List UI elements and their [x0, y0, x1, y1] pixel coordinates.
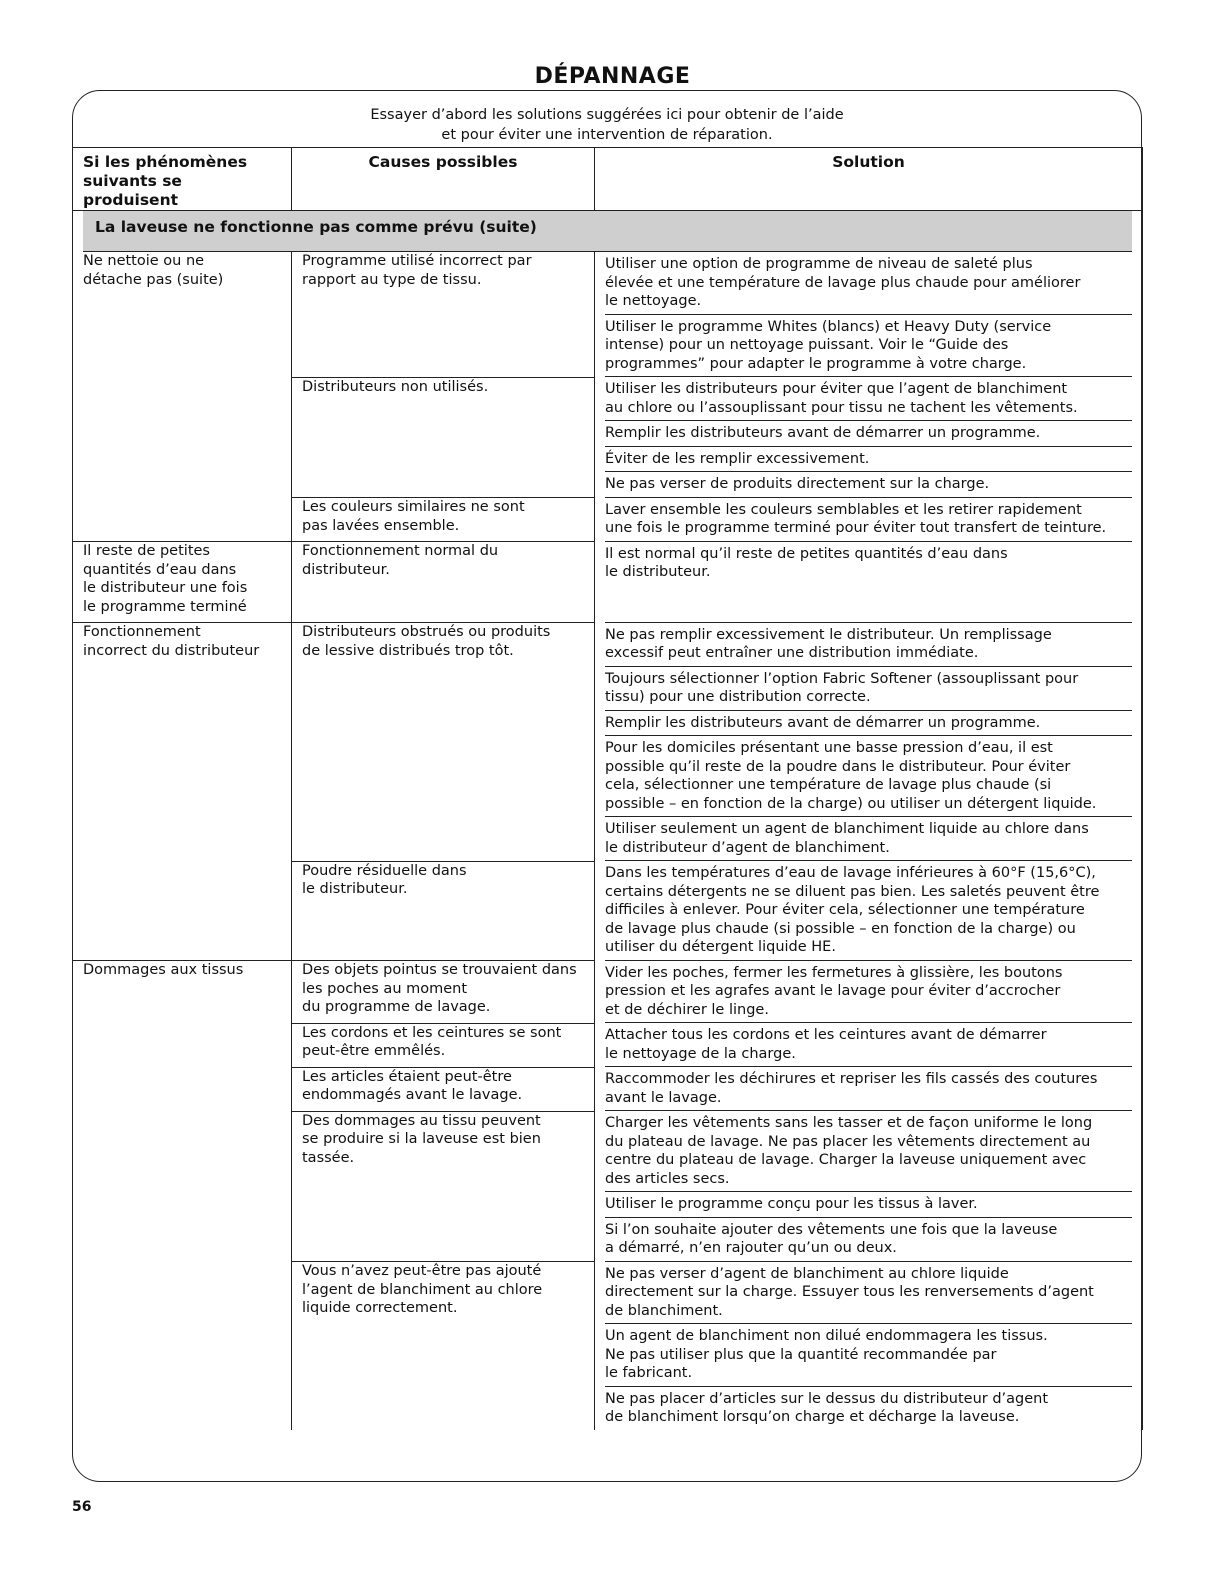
- text-line: excessif peut entraîner une distribution immédiate.: [605, 645, 979, 661]
- text-line: liquide correctement.: [302, 1300, 458, 1316]
- text-line: Raccommoder les déchirures et repriser les fils cassés des coutures: [605, 1071, 1098, 1087]
- text-line: Remplir les distributeurs avant de démarrer un programme.: [605, 425, 1041, 441]
- cause-cell: [292, 1067, 595, 1111]
- cause-cell: [292, 252, 595, 377]
- text-line: difficiles à enlever. Pour éviter cela, sélectionner une température: [605, 902, 1085, 918]
- text-line: Utiliser les distributeurs pour éviter que l’agent de blanchiment: [605, 381, 1068, 397]
- solution-item: [605, 736, 1132, 817]
- troubleshooting-table: [72, 147, 1143, 1430]
- text-line: quantités d’eau dans: [83, 561, 237, 578]
- text-line: et de déchirer le linge.: [605, 1001, 769, 1018]
- solution-item: [605, 498, 1132, 542]
- text-line: possible qu’il reste de la poudre dans le distributeur. Pour éviter: [605, 758, 1071, 775]
- text-line: du plateau de lavage. Ne pas placer les vêtements directement au: [605, 1133, 1091, 1150]
- text-line: Des dommages au tissu peuvent: [302, 1112, 541, 1129]
- text-line: Utiliser une option de programme de niveau de saleté plus: [605, 256, 1033, 272]
- solution-item: [605, 711, 1132, 737]
- text-line: rapport au type de tissu.: [302, 271, 482, 288]
- text-line: Les cordons et les ceintures se sont: [302, 1024, 562, 1041]
- text-line: le distributeur.: [605, 564, 711, 580]
- text-line: de lavage plus chaude (si possible – en fonction de la charge) ou: [605, 920, 1076, 937]
- solution-cell: [595, 1111, 1143, 1262]
- cause-cell: [292, 861, 595, 961]
- text-line: peut-être emmêlés.: [302, 1043, 446, 1059]
- text-line: Fonctionnement normal du: [302, 543, 499, 559]
- page-title: DÉPANNAGE: [534, 64, 691, 89]
- text-line: Éviter de les remplir excessivement.: [605, 450, 870, 467]
- solution-cell: [595, 623, 1143, 862]
- problem-cell: [73, 252, 292, 542]
- text-line: une fois le programme terminé pour éviter tout transfert de teinture.: [605, 520, 1107, 536]
- solution-item: [605, 472, 1132, 498]
- text-line: [605, 600, 1132, 619]
- text-line: Pour les domiciles présentant une basse pression d’eau, il est: [605, 740, 1053, 756]
- text-line: utiliser du détergent liquide HE.: [605, 939, 836, 955]
- problem-cell: [73, 623, 292, 961]
- text-line: l’agent de blanchiment au chlore: [302, 1281, 543, 1298]
- text-line: Poudre résiduelle dans: [302, 862, 467, 879]
- text-line: Vous n’avez peut-être pas ajouté: [302, 1263, 542, 1279]
- text-line: se produire si la laveuse est bien: [302, 1131, 541, 1147]
- text-line: au chlore ou l’assouplissant pour tissu ne tachent les vêtements.: [605, 399, 1078, 416]
- text-line: Utiliser le programme conçu pour les tissus à laver.: [605, 1196, 978, 1212]
- solution-cell: [595, 1023, 1143, 1067]
- cause-cell: [292, 377, 595, 498]
- text-line: Dommages aux tissus: [83, 962, 244, 978]
- text-line: Remplir les distributeurs avant de démarrer un programme.: [605, 714, 1041, 731]
- cause-cell: [292, 542, 595, 623]
- text-line: Utiliser seulement un agent de blanchiment liquide au chlore dans: [605, 821, 1089, 837]
- cause-cell: [292, 498, 595, 542]
- cause-cell: [292, 1111, 595, 1262]
- section-header: La laveuse ne fonctionne pas comme prévu (suite): [83, 211, 1132, 252]
- text-line: Charger les vêtements sans les tasser et de façon uniforme le long: [605, 1115, 1093, 1131]
- text-line: Les couleurs similaires ne sont: [302, 499, 525, 515]
- solution-cell: [595, 252, 1143, 377]
- text-line: Ne nettoie ou ne: [83, 253, 205, 269]
- text-line: intense) pour un nettoyage puissant. Voir le “Guide des: [605, 337, 1009, 353]
- solution-item: [605, 1111, 1132, 1192]
- solution-item: [605, 817, 1132, 861]
- intro-line-2: et pour éviter une intervention de réparation.: [441, 127, 773, 143]
- text-line: Programme utilisé incorrect par: [302, 253, 532, 269]
- solution-cell: [595, 542, 1143, 623]
- table-row: [73, 542, 1143, 623]
- text-line: de blanchiment.: [605, 1302, 723, 1319]
- text-line: Si l’on souhaite ajouter des vêtements une fois que la laveuse: [605, 1221, 1058, 1238]
- solution-cell: [595, 498, 1143, 542]
- text-line: programmes” pour adapter le programme à votre charge.: [605, 355, 1027, 372]
- text-line: Vider les poches, fermer les fermetures à glissière, les boutons: [605, 964, 1063, 981]
- cause-cell: [292, 961, 595, 1024]
- solution-item: [605, 542, 1132, 623]
- cause-cell: [292, 1262, 595, 1430]
- text-line: Attacher tous les cordons et les ceintures avant de démarrer: [605, 1027, 1047, 1043]
- solution-item: [605, 1324, 1132, 1387]
- table-header: [73, 148, 1143, 211]
- solution-item: [605, 667, 1132, 711]
- text-line: centre du plateau de lavage. Charger la laveuse uniquement avec: [605, 1152, 1087, 1168]
- cause-cell: [292, 1023, 595, 1067]
- intro-text: [72, 105, 1142, 145]
- text-line: [605, 582, 1132, 601]
- solution-item: [605, 315, 1132, 378]
- solution-item: [605, 447, 1132, 473]
- text-line: incorrect du distributeur: [83, 642, 260, 659]
- header-solution: Solution: [595, 148, 1143, 211]
- solution-item: [605, 961, 1132, 1024]
- text-line: élevée et une température de lavage plus chaude pour améliorer: [605, 274, 1081, 291]
- text-line: Ne pas verser d’agent de blanchiment au chlore liquide: [605, 1265, 1009, 1282]
- text-line: distributeur.: [302, 561, 390, 578]
- text-line: cela, sélectionner une température de lavage plus chaude (si: [605, 777, 1052, 793]
- text-line: Il reste de petites: [83, 543, 210, 559]
- text-line: Les articles étaient peut-être: [302, 1068, 512, 1085]
- table-row: [73, 623, 1143, 862]
- text-line: les poches au moment: [302, 980, 468, 997]
- cause-cell: [292, 623, 595, 862]
- solution-item: [605, 421, 1132, 447]
- text-line: Ne pas utiliser plus que la quantité recommandée par: [605, 1346, 997, 1363]
- text-line: du programme de lavage.: [302, 999, 491, 1015]
- table-body: [73, 252, 1143, 1430]
- text-line: le programme terminé: [83, 598, 247, 615]
- text-line: de lessive distribués trop tôt.: [302, 642, 514, 659]
- problem-cell: [73, 961, 292, 1430]
- page-number: 56: [72, 1499, 92, 1515]
- solution-item: [605, 623, 1132, 667]
- solution-item: [605, 1023, 1132, 1067]
- text-line: pression et les agrafes avant le lavage pour éviter d’accrocher: [605, 983, 1061, 999]
- text-line: Distributeurs non utilisés.: [302, 378, 489, 395]
- solution-item: [605, 1218, 1132, 1262]
- text-line: Ne pas verser de produits directement sur la charge.: [605, 476, 990, 492]
- solution-item: [605, 861, 1132, 961]
- solution-cell: [595, 961, 1143, 1024]
- text-line: possible – en fonction de la charge) ou utiliser un détergent liquide.: [605, 795, 1097, 812]
- table-row: [73, 252, 1143, 377]
- solution-item: [605, 1192, 1132, 1218]
- text-line: Fonctionnement: [83, 624, 201, 640]
- text-line: a démarré, n’en rajouter qu’un ou deux.: [605, 1240, 897, 1256]
- text-line: Un agent de blanchiment non dilué endommagera les tissus.: [605, 1328, 1048, 1344]
- intro-line-1: Essayer d’abord les solutions suggérées ici pour obtenir de l’aide: [370, 107, 844, 123]
- text-line: avant le lavage.: [605, 1089, 722, 1106]
- text-line: certains détergents ne se diluent pas bien. Les saletés peuvent être: [605, 883, 1100, 900]
- text-line: Il est normal qu’il reste de petites quantités d’eau dans: [605, 545, 1008, 562]
- text-line: directement sur la charge. Essuyer tous les renversements d’agent: [605, 1284, 1094, 1300]
- text-line: Ne pas remplir excessivement le distributeur. Un remplissage: [605, 626, 1052, 643]
- text-line: Toujours sélectionner l’option Fabric Softener (assouplissant pour: [605, 670, 1079, 687]
- text-line: le nettoyage.: [605, 293, 702, 309]
- solution-cell: [595, 1262, 1143, 1430]
- text-line: endommagés avant le lavage.: [302, 1087, 523, 1103]
- text-line: le distributeur une fois: [83, 580, 248, 596]
- text-line: Dans les températures d’eau de lavage inférieures à 60°F (15,6°C),: [605, 865, 1096, 881]
- text-line: Laver ensemble les couleurs semblables et les retirer rapidement: [605, 501, 1082, 518]
- solution-cell: [595, 377, 1143, 498]
- solution-item: [605, 1262, 1132, 1325]
- text-line: le fabricant.: [605, 1365, 693, 1381]
- header-causes: Causes possibles: [292, 148, 595, 211]
- text-line: tissu) pour une distribution correcte.: [605, 689, 871, 705]
- solution-item: [605, 1387, 1132, 1430]
- text-line: pas lavées ensemble.: [302, 517, 460, 534]
- text-line: le distributeur d’agent de blanchiment.: [605, 839, 890, 856]
- text-line: Distributeurs obstrués ou produits: [302, 624, 551, 640]
- solution-item: [605, 377, 1132, 421]
- text-line: des articles secs.: [605, 1170, 730, 1187]
- text-line: Ne pas placer d’articles sur le dessus du distributeur d’agent: [605, 1390, 1049, 1407]
- text-line: de blanchiment lorsqu’on charge et décharge la laveuse.: [605, 1409, 1020, 1425]
- text-line: tassée.: [302, 1149, 355, 1166]
- problem-cell: [73, 542, 292, 623]
- solution-item: [605, 252, 1132, 315]
- table-row: [73, 961, 1143, 1024]
- text-line: Utiliser le programme Whites (blancs) et Heavy Duty (service: [605, 318, 1052, 335]
- text-line: le nettoyage de la charge.: [605, 1045, 796, 1062]
- solution-cell: [595, 861, 1143, 961]
- solution-cell: [595, 1067, 1143, 1111]
- header-problem: Si les phénomènes suivants se produisent: [73, 148, 292, 211]
- text-line: le distributeur.: [302, 881, 408, 897]
- solution-item: [605, 1067, 1132, 1111]
- text-line: détache pas (suite): [83, 271, 224, 288]
- text-line: Des objets pointus se trouvaient dans: [302, 962, 577, 978]
